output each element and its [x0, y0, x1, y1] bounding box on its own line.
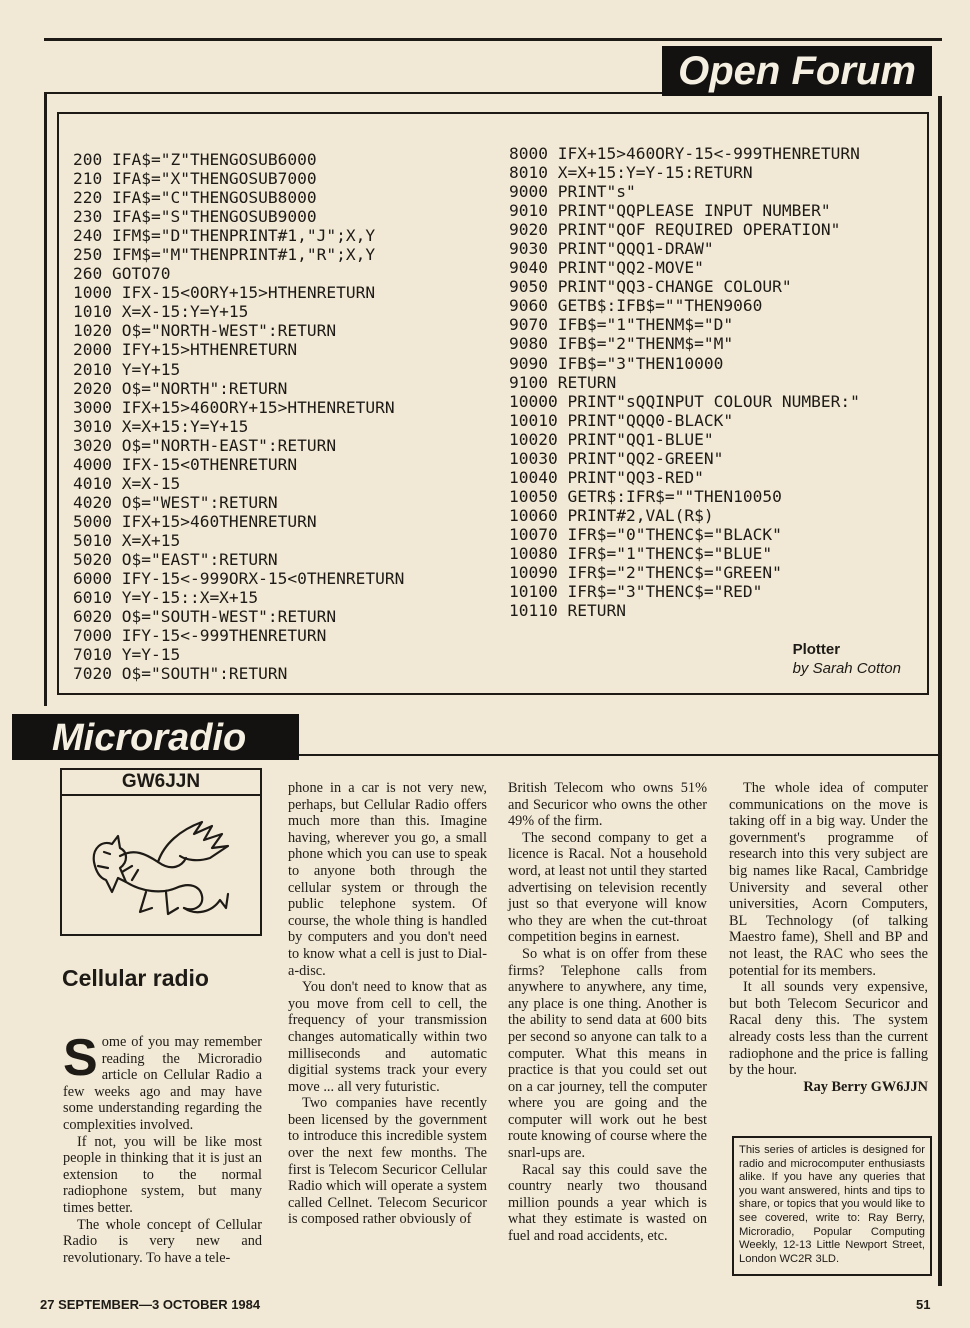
- code-line: 6000 IFY-15<-999ORX-15<0THENRETURN: [73, 569, 405, 589]
- article-paragraph: It all sounds very expensive, but both Telecom Securicor and Racal deny this. The system already costs less than the current radiophone and the price is falling by the hour.: [729, 979, 928, 1079]
- code-line: 6010 Y=Y-15::X=X+15: [73, 588, 259, 608]
- code-line: 1010 X=X-15:Y=Y+15: [73, 302, 249, 322]
- microradio-banner: Microradio: [12, 714, 299, 760]
- paragraph-text: ome of you may remember reading the Microradio article on Cellular Radio a few weeks ago and may have some understanding regarding the complexities involved.: [63, 1034, 262, 1133]
- code-line: 7000 IFY-15<-999THENRETURN: [73, 626, 327, 646]
- code-line: 1000 IFX-15<0ORY+15>HTHENRETURN: [73, 283, 376, 303]
- article-paragraph: If not, you will be like most people in thinking that it is just an extension to the normal radiophone system, but many times better.: [63, 1133, 262, 1216]
- code-line: 3000 IFX+15>460ORY+15>HTHENRETURN: [73, 397, 395, 417]
- code-line: 10000 PRINT"sQQINPUT COLOUR NUMBER:": [509, 391, 860, 411]
- drop-cap: S: [63, 1029, 98, 1087]
- code-line: 10010 PRINT"QQQ0-BLACK": [509, 410, 734, 430]
- code-line: 6020 O$="SOUTH-WEST":RETURN: [73, 607, 337, 627]
- code-line: 9080 IFB$="2"THENM$="M": [509, 334, 734, 354]
- code-line: 5000 IFX+15>460THENRETURN: [73, 511, 317, 531]
- left-margin-rule: [44, 94, 47, 706]
- open-forum-banner: Open Forum: [662, 46, 932, 96]
- code-line: 240 IFM$="D"THENPRINT#1,"J";X,Y: [73, 226, 376, 246]
- article-paragraph: You don't need to know that as you move from cell to cell, the frequency of your transmission changes automatically within two milliseconds and automatic digitial systems track your every move ... all very futuristic.: [288, 979, 487, 1095]
- code-line: 7020 O$="SOUTH":RETURN: [73, 664, 288, 684]
- program-author: by Sarah Cotton: [792, 660, 901, 677]
- article-paragraph: phone in a car is not very new, perhaps, but Cellular Radio offers much more than this. Imagine having, wherever you go, a small phone which you can use to speak to anyone both through the cellular system or through the public telephone system. Of course, the whole thing is handled by computers and you don't need to know what a cell is just to Dial-a-disc.: [288, 780, 487, 979]
- code-line: 2020 O$="NORTH":RETURN: [73, 378, 288, 398]
- program-listing-box: [57, 112, 929, 695]
- top-rule: [44, 38, 942, 41]
- issue-date: 27 SEPTEMBER—3 OCTOBER 1984: [40, 1297, 261, 1312]
- callsign-box: [60, 768, 262, 936]
- code-line: 220 IFA$="C"THENGOSUB8000: [73, 188, 317, 208]
- code-line: 3010 X=X+15:Y=Y+15: [73, 416, 249, 436]
- code-line: 9000 PRINT"s": [509, 182, 636, 202]
- code-line: 260 GOTO70: [73, 264, 171, 284]
- section-rule: [44, 92, 662, 94]
- program-listing-right: [509, 144, 860, 620]
- right-margin-rule: [938, 96, 942, 1286]
- code-line: 10080 IFR$="1"THENC$="BLUE": [509, 543, 773, 563]
- code-line: 10090 IFR$="2"THENC$="GREEN": [509, 563, 782, 583]
- article-paragraph: Two companies have recently been licensed by the government to introduce this incredible system over the next few months. The first is Telecom Securicor Cellular Radio which will operate a system called Cellnet. Telecom Securicor is composed rather obviously of: [288, 1095, 487, 1228]
- code-line: 4010 X=X-15: [73, 473, 181, 493]
- code-line: 1020 O$="NORTH-WEST":RETURN: [73, 321, 337, 341]
- code-line: 10040 PRINT"QQ3-RED": [509, 467, 704, 487]
- code-line: 10100 IFR$="3"THENC$="RED": [509, 582, 763, 602]
- code-line: 9090 IFB$="3"THEN10000: [509, 353, 724, 373]
- info-box: This series of articles is designed for radio and microcomputer enthusiasts alike. If you have any queries that you want answered, hints and tips to share, or topics that you would like to see covered, write to: Ray Berry, Microradio, Popular Computing Weekly, 12-13 Little Newport Street, London WC2R 3LD.: [732, 1136, 932, 1276]
- code-line: 10020 PRINT"QQ1-BLUE": [509, 429, 714, 449]
- code-line: 230 IFA$="S"THENGOSUB9000: [73, 207, 317, 227]
- article-byline: Ray Berry GW6JJN: [803, 1078, 928, 1095]
- program-credit: [793, 640, 901, 678]
- article-column-4: [729, 780, 928, 1095]
- code-line: 200 IFA$="Z"THENGOSUB6000: [73, 150, 317, 169]
- code-line: 9040 PRINT"QQ2-MOVE": [509, 258, 704, 278]
- article-column-2: [288, 780, 487, 1228]
- program-title: Plotter: [792, 641, 841, 658]
- article-headline: Cellular radio: [62, 965, 209, 991]
- callsign-label: GW6JJN: [62, 770, 260, 796]
- code-line: 9020 PRINT"QOF REQUIRED OPERATION": [509, 220, 841, 240]
- code-line: 10070 IFR$="0"THENC$="BLACK": [509, 524, 782, 544]
- code-line: 10050 GETR$:IFR$=""THEN10050: [509, 486, 782, 506]
- article-paragraph: [63, 1029, 262, 1134]
- code-line: 9030 PRINT"QQQ1-DRAW": [509, 239, 714, 259]
- code-line: 2000 IFY+15>HTHENRETURN: [73, 340, 298, 360]
- article-paragraph: So what is on offer from these firms? Telephone calls from anywhere to anywhere, any time, any place is one thing. Another is the ability to send data at 600 bits per second so anyone can talk to a computer. What this means in practice is that you could set out on a car journey, tell the computer where you are going and the computer will work out he best route knowing of course where the snarl-ups are.: [508, 945, 707, 1162]
- article-paragraph: The second company to get a licence is Racal. Not a household word, at least not until they started advertising on television recently just so that everyone will know who they are when the cut-throat competition begins in earnest.: [508, 829, 707, 946]
- code-line: 10110 RETURN: [509, 601, 626, 621]
- article-paragraph: British Telecom who owns 51% and Securicor who owns the other 49% of the firm.: [508, 780, 707, 830]
- code-line: 250 IFM$="M"THENPRINT#1,"R";X,Y: [73, 245, 376, 265]
- code-line: 5010 X=X+15: [73, 530, 181, 550]
- microradio-rule: [299, 754, 939, 756]
- code-line: 9070 IFB$="1"THENM$="D": [509, 315, 734, 335]
- article-paragraph: The whole concept of Cellular Radio is very new and revolutionary. To have a tele-: [63, 1216, 262, 1266]
- code-line: 8000 IFX+15>460ORY-15<-999THENRETURN: [509, 144, 860, 163]
- code-line: 4000 IFX-15<0THENRETURN: [73, 454, 298, 474]
- code-line: 210 IFA$="X"THENGOSUB7000: [73, 169, 317, 189]
- code-line: 7010 Y=Y-15: [73, 645, 181, 665]
- program-listing-left: [73, 150, 404, 683]
- code-line: 10030 PRINT"QQ2-GREEN": [509, 448, 724, 468]
- code-line: 9060 GETB$:IFB$=""THEN9060: [509, 296, 763, 316]
- code-line: 9050 PRINT"QQ3-CHANGE COLOUR": [509, 277, 792, 297]
- code-line: 9010 PRINT"QQPLEASE INPUT NUMBER": [509, 201, 831, 221]
- code-line: 9100 RETURN: [509, 372, 617, 392]
- article-paragraph: The whole idea of computer communications on the move is taking off in a big way. Under the government's programme of research into this very subject are big names like Racal, Cambridge University and several other universities, Acorn Computers, BL Technology (of talking Maestro fame), Shell and BP and not least, the RAC who sees the potential for its members.: [729, 780, 928, 979]
- code-line: 8010 X=X+15:Y=Y-15:RETURN: [509, 163, 753, 183]
- code-line: 10060 PRINT#2,VAL(R$): [509, 505, 714, 525]
- code-line: 4020 O$="WEST":RETURN: [73, 492, 278, 512]
- article-column-1: [63, 1029, 262, 1266]
- page-number: 51: [916, 1297, 931, 1312]
- code-line: 3020 O$="NORTH-EAST":RETURN: [73, 435, 337, 455]
- code-line: 2010 Y=Y+15: [73, 359, 181, 379]
- welsh-dragon-logo: [62, 796, 260, 934]
- article-paragraph: Racal say this could save the country nearly two thousand million pounds a year which is what they estimate is wasted on fuel and road accidents, etc.: [508, 1161, 707, 1245]
- code-line: 5020 O$="EAST":RETURN: [73, 549, 278, 569]
- article-column-3: [508, 780, 707, 1245]
